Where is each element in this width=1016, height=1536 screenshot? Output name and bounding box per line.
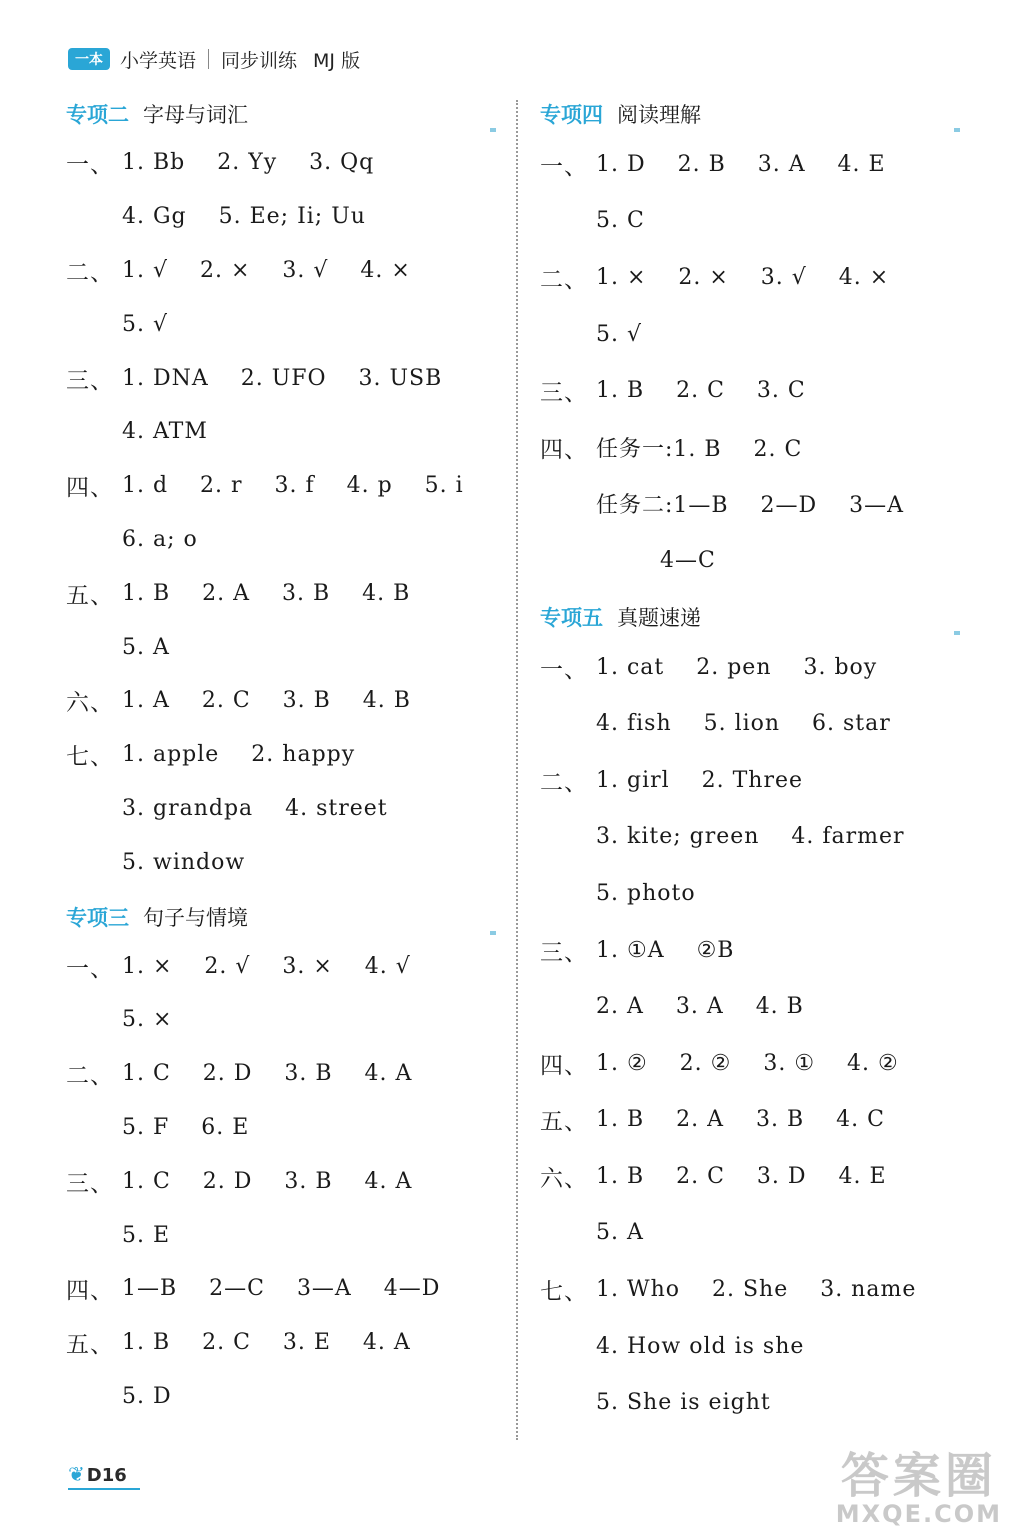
answer-text: 1. × 2. × 3. √ 4. × [596,264,890,290]
answer-row [66,351,496,405]
answer-row [540,136,960,193]
answer-row [540,752,960,809]
page-footer [68,1462,127,1486]
answer-row [66,939,496,993]
answer-list [540,639,960,1431]
answer-text: 5. A [596,1220,644,1246]
answer-text: 任务一:1. B 2. C [596,436,803,462]
answer-row [540,249,960,306]
answer-row [540,1205,960,1262]
answer-row [540,476,960,533]
answer-row [540,419,960,476]
question-number: 四、 [66,475,114,502]
series-label: 同步训练 [221,49,298,72]
question-number: 三、 [540,939,588,966]
answer-text: 1. ①A ②B [596,937,735,963]
answer-row [66,835,496,889]
answer-row [540,809,960,866]
answer-text: 1. ② 2. ② 3. ① 4. ② [596,1050,899,1076]
section-name: 字母与词汇 [143,103,248,127]
answer-list [540,136,960,589]
answer-row [66,728,496,782]
question-number: 二、 [540,266,588,293]
header-divider [208,49,209,69]
answer-list [66,939,496,1423]
question-number: 五、 [66,1332,114,1359]
answer-row [66,136,496,190]
section-number: 专项三 [66,906,129,931]
answer-text: 1. apple 2. happy [122,742,356,768]
answer-list [66,136,496,889]
section-title-rule [490,931,496,935]
answer-row [66,513,496,567]
answer-text: 1. √ 2. × 3. √ 4. × [122,257,411,283]
answer-text: 1. DNA 2. UFO 3. USB [122,365,443,391]
leaf-icon: ❦ [68,1462,85,1486]
question-number: 二、 [540,769,588,796]
answer-row [66,1316,496,1370]
answer-row [540,639,960,696]
answer-row [66,297,496,351]
question-number: 五、 [540,1109,588,1136]
answer-text: 5. window [122,849,246,875]
answer-text: 1—B 2—C 3—A 4—D [122,1276,441,1302]
answer-text: 5. A [122,634,170,660]
answer-text: 1. B 2. C 3. C [596,378,806,404]
answer-row [540,1374,960,1431]
question-number: 六、 [540,1165,588,1192]
answer-text: 5. √ [596,321,643,347]
question-number: 三、 [66,1170,114,1197]
answer-text: 3. grandpa 4. street [122,795,388,821]
column-divider [516,100,518,1440]
question-number: 六、 [66,690,114,717]
answer-text: 4. How old is she [596,1333,805,1359]
answer-text: 1. C 2. D 3. B 4. A [122,1061,413,1087]
answer-text: 5. F 6. E [122,1114,250,1140]
watermark-title: 答案圈 [840,1448,997,1504]
answer-row [540,306,960,363]
answer-row [540,362,960,419]
answer-row [66,1047,496,1101]
brand-logo: 一本 [68,48,110,70]
answer-row [66,459,496,513]
left-column [66,92,496,1423]
answer-row [540,1148,960,1205]
question-number: 四、 [66,1278,114,1305]
answer-text: 1. girl 2. Three [596,767,804,793]
section-name: 句子与情境 [143,906,248,931]
section-number: 专项五 [540,605,603,630]
answer-row [66,674,496,728]
answer-row [66,244,496,298]
question-number: 一、 [540,153,588,180]
answer-text: 任务二:1—B 2—D 3—A [596,493,905,519]
answer-text: 1. B 2. A 3. B 4. B [122,580,411,606]
answer-text: 4. fish 5. lion 6. star [596,711,891,737]
section-title-rule [954,128,960,132]
watermark-url: MXQE.COM [835,1500,1002,1528]
answer-row [66,782,496,836]
section-title [540,92,960,136]
question-number: 三、 [66,367,114,394]
answer-text: 4. ATM [122,419,208,445]
question-number: 二、 [66,259,114,286]
question-number: 七、 [540,1279,588,1306]
section-number: 专项四 [540,103,603,127]
answer-row [540,695,960,752]
answer-text: 1. B 2. C 3. D 4. E [596,1163,887,1189]
answer-text: 1. d 2. r 3. f 4. p 5. i [122,473,464,499]
answer-row [66,1262,496,1316]
answer-row [540,532,960,589]
question-number: 三、 [540,380,588,407]
answer-row [66,1208,496,1262]
question-number: 四、 [540,436,588,463]
answer-text: 5. × [122,1007,173,1033]
answer-text: 5. D [122,1383,172,1409]
question-number: 四、 [540,1052,588,1079]
answer-row [540,1318,960,1375]
answer-text: 1. B 2. C 3. E 4. A [122,1330,411,1356]
answer-text: 1. cat 2. pen 3. boy [596,654,878,680]
answer-text: 1. A 2. C 3. B 4. B [122,688,411,714]
question-number: 二、 [66,1063,114,1090]
answer-row [540,1261,960,1318]
answer-text: 5. E [122,1222,171,1248]
answer-text: 1. B 2. A 3. B 4. C [596,1107,885,1133]
answer-row [540,978,960,1035]
answer-row [540,922,960,979]
answer-text: 1. × 2. √ 3. × 4. √ [122,953,411,979]
section-title [66,895,496,939]
answer-row [540,1092,960,1149]
answer-row [540,193,960,250]
answer-text: 1. D 2. B 3. A 4. E [596,151,886,177]
answer-row [66,1370,496,1424]
section-name: 阅读理解 [617,103,701,127]
section-title [66,92,496,136]
answer-text: 4. Gg 5. Ee; Ii; Uu [122,204,366,230]
right-column [540,92,960,1431]
question-number: 一、 [66,955,114,982]
answer-row [66,1154,496,1208]
answer-row [66,405,496,459]
section-title [540,595,960,639]
answer-row [66,566,496,620]
answer-text: 1. Bb 2. Yy 3. Qq [122,150,375,176]
question-number: 七、 [66,744,114,771]
question-number: 一、 [540,656,588,683]
answer-text: 1. Who 2. She 3. name [596,1277,917,1303]
answer-text: 5. photo [596,880,696,906]
watermark [835,1448,1002,1528]
answer-row [540,865,960,922]
page-header [68,44,360,74]
answer-row [66,1101,496,1155]
answer-text: 1. C 2. D 3. B 4. A [122,1168,413,1194]
answer-row [66,620,496,674]
subject-label: 小学英语 [120,49,197,72]
answer-row [540,1035,960,1092]
section-name: 真题速递 [617,605,701,630]
answer-row [66,993,496,1047]
page-number: D16 [86,1465,127,1486]
footer-underline [68,1488,140,1490]
edition-label: MJ 版 [313,49,361,72]
answer-text: 5. C [596,208,645,234]
section-number: 专项二 [66,103,129,127]
answer-text: 5. She is eight [596,1390,771,1416]
answer-text: 2. A 3. A 4. B [596,994,804,1020]
question-number: 一、 [66,152,114,179]
answer-row [66,190,496,244]
answer-text: 4—C [596,547,716,573]
question-number: 五、 [66,582,114,609]
answer-text: 3. kite; green 4. farmer [596,824,905,850]
answer-text: 5. √ [122,311,169,337]
answer-text: 6. a; o [122,526,198,552]
section-title-rule [954,631,960,635]
section-title-rule [490,128,496,132]
